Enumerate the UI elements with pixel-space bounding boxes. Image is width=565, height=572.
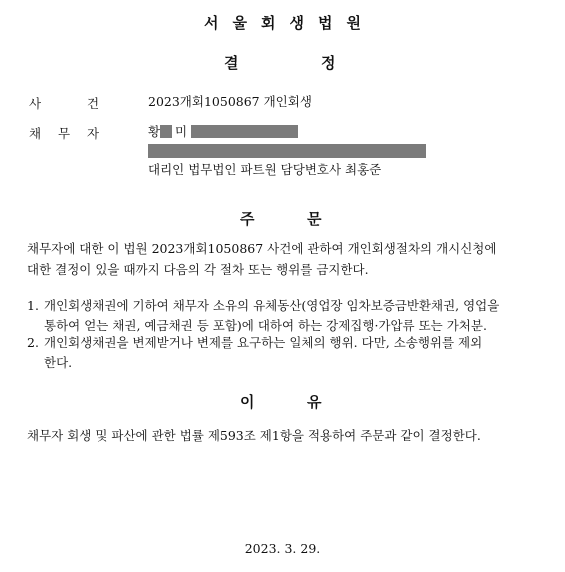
case-label-char-1: 사 — [29, 96, 42, 111]
document-title-char-2: 정 — [321, 54, 336, 72]
order-paragraph — [27, 238, 542, 280]
reason-text: 채무자 회생 및 파산에 관한 법률 제593조 제1항을 적용하여 주문과 같이 결정한다. — [27, 428, 481, 443]
order-heading-char-2: 문 — [307, 210, 322, 228]
debtor-name-visible-1: 황 — [148, 124, 161, 139]
order-line-1: 채무자에 대한 이 법원 2023개회1050867 사건에 관하여 개인회생절차의 개시신청에 — [27, 241, 497, 256]
redaction-name-tail — [191, 125, 298, 138]
decision-date: 2023. 3. 29. — [244, 541, 321, 556]
reason-heading-char-1: 이 — [240, 393, 255, 411]
order-heading-char-1: 주 — [240, 210, 255, 228]
debtor-representative: 대리인 법무법인 파트원 담당변호사 최홍준 — [148, 162, 382, 177]
document-title-char-1: 결 — [224, 54, 239, 72]
reason-heading-char-2: 유 — [307, 393, 322, 411]
order-item-1-line-1: 개인회생채권에 기하여 채무자 소유의 유체동산(영업장 임차보증금반환채권, 영업을 — [44, 298, 500, 313]
case-label-char-2: 건 — [87, 96, 100, 111]
order-item-2-line-1: 개인회생채권을 변제받거나 변제를 요구하는 일체의 행위. 다만, 소송행위를 제외 — [44, 335, 483, 350]
court-name: 서울회생법원 — [204, 14, 375, 32]
order-item-1-text — [44, 296, 499, 336]
order-item-1-line-2: 통하여 얻는 채권, 예금채권 등 포함)에 대하여 하는 강제집행·가압류 또는 가처분. — [44, 318, 487, 333]
order-line-2: 대한 결정이 있을 때까지 다음의 각 절차 또는 행위를 금지한다. — [27, 262, 369, 277]
case-number: 2023개회1050867 개인회생 — [148, 94, 312, 109]
debtor-label-char-2: 무 — [58, 126, 71, 141]
order-item-2-line-2: 한다. — [44, 355, 73, 370]
order-item-2-text — [44, 333, 482, 373]
debtor-name-visible-2: 미 — [175, 124, 188, 139]
redaction-address — [148, 144, 426, 158]
redaction-name-middle — [160, 125, 172, 138]
debtor-label-char-1: 채 — [29, 126, 42, 141]
order-item-1-number: 1. — [27, 298, 39, 313]
debtor-label-char-3: 자 — [87, 126, 100, 141]
order-item-2-number: 2. — [27, 335, 39, 350]
